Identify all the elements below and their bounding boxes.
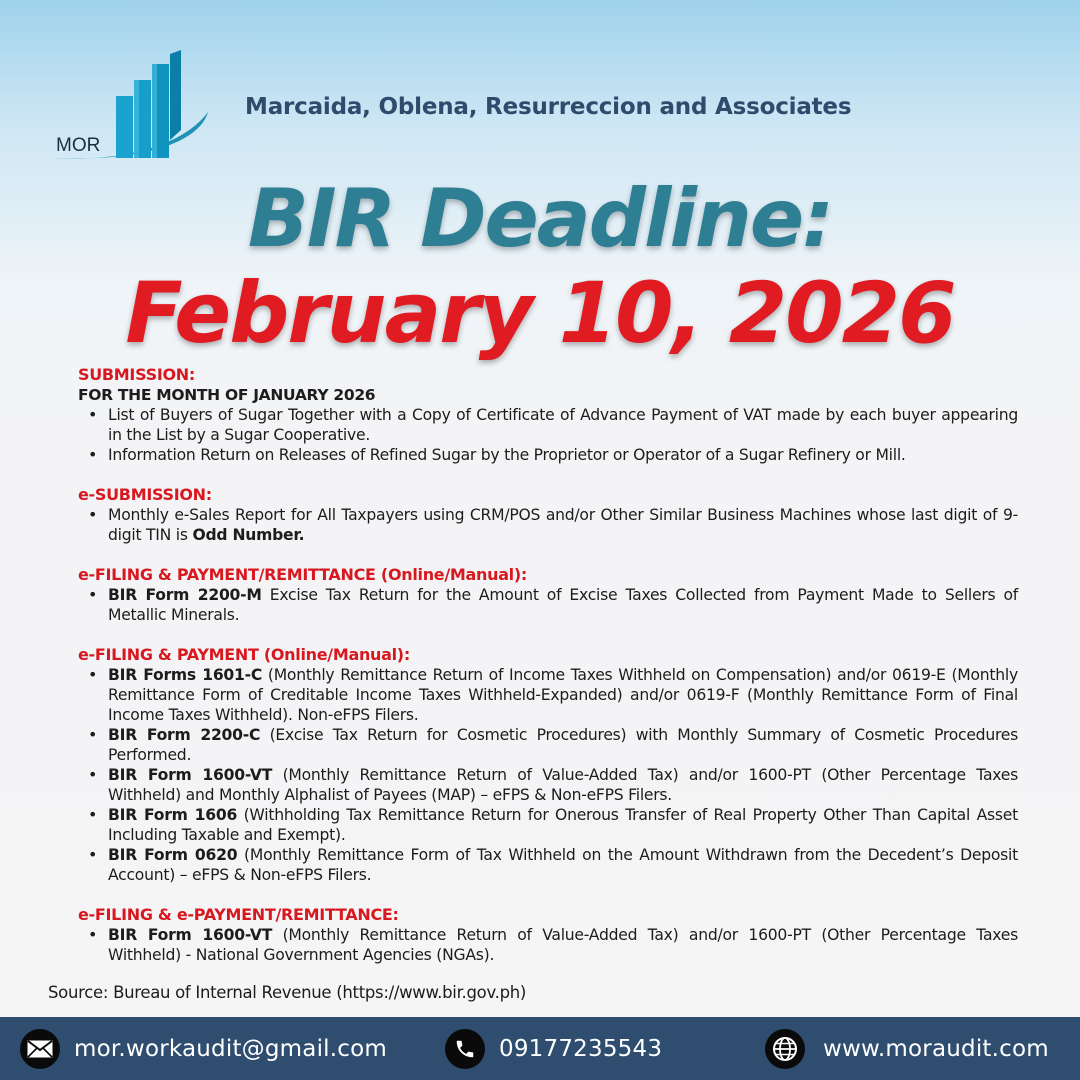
website-link[interactable]: www.moraudit.com bbox=[823, 1036, 1049, 1062]
form-description: (Withholding Tax Remittance Return for Onerous Transfer of Real Property Other Than Capital Asset Including Taxable and Exempt). bbox=[108, 806, 1018, 844]
firm-name: Marcaida, Oblena, Resurreccion and Associates bbox=[245, 94, 852, 120]
phone-number[interactable]: 09177235543 bbox=[499, 1036, 663, 1062]
section-submission bbox=[78, 365, 1018, 465]
section-efiling-payment bbox=[78, 645, 1018, 885]
section-efiling-epayment bbox=[78, 905, 1018, 965]
phone-icon bbox=[445, 1029, 485, 1069]
envelope-icon bbox=[20, 1029, 60, 1069]
list-item bbox=[78, 505, 1018, 545]
form-name: BIR Forms 1601-C bbox=[108, 666, 263, 684]
submission-list bbox=[78, 405, 1018, 465]
mor-logo bbox=[50, 50, 215, 168]
form-description: Excise Tax Return for the Amount of Excise Taxes Collected from Payment Made to Sellers of Metallic Minerals. bbox=[108, 586, 1018, 624]
efiling-remittance-list bbox=[78, 585, 1018, 625]
form-description: (Monthly Remittance Return of Value-Added Tax) and/or 1600-PT (Other Percentage Taxes Withheld) and Monthly Alphalist of Payees (MAP) – eFPS & Non-eFPS Filers. bbox=[108, 766, 1018, 804]
deadline-content bbox=[78, 365, 1018, 985]
section-subtitle: FOR THE MONTH OF JANUARY 2026 bbox=[78, 386, 376, 404]
list-item: • Information Return on Releases of Refined Sugar by the Proprietor or Operator of a Sugar Refinery or Mill. bbox=[78, 445, 1018, 465]
form-name: BIR Form 1600-VT bbox=[108, 766, 273, 784]
title-line-2: February 10, 2026 bbox=[125, 264, 955, 362]
form-name: BIR Form 1600-VT bbox=[108, 926, 273, 944]
email-link[interactable]: mor.workaudit@gmail.com bbox=[74, 1036, 387, 1062]
contact-website[interactable] bbox=[765, 1029, 1049, 1069]
form-name: BIR Form 1606 bbox=[108, 806, 238, 824]
form-name: BIR Form 0620 bbox=[108, 846, 238, 864]
section-title: e-FILING & PAYMENT/REMITTANCE (Online/Manual): bbox=[78, 565, 527, 584]
list-item bbox=[78, 805, 1018, 845]
source-note: Source: Bureau of Internal Revenue (https://www.bir.gov.ph) bbox=[48, 983, 527, 1002]
esubmission-list bbox=[78, 505, 1018, 545]
section-title: e-SUBMISSION: bbox=[78, 485, 212, 504]
form-description: (Monthly Remittance Return of Value-Added Tax) and/or 1600-PT (Other Percentage Taxes Withheld) - National Government Agencies (NGAs). bbox=[108, 926, 1018, 964]
list-item bbox=[78, 845, 1018, 885]
list-item bbox=[78, 585, 1018, 625]
form-description: (Monthly Remittance Form of Tax Withheld on the Amount Withdrawn from the Decedent’s Deposit Account) – eFPS & Non-eFPS Filers. bbox=[108, 846, 1018, 884]
efiling-epayment-list bbox=[78, 925, 1018, 965]
globe-icon bbox=[765, 1029, 805, 1069]
form-description: (Excise Tax Return for Cosmetic Procedures) with Monthly Summary of Cosmetic Procedures Performed. bbox=[108, 726, 1018, 764]
footer bbox=[0, 1017, 1080, 1080]
section-title: e-FILING & e-PAYMENT/REMITTANCE: bbox=[78, 905, 399, 924]
section-title: SUBMISSION: bbox=[78, 365, 195, 384]
section-esubmission bbox=[78, 485, 1018, 545]
efiling-payment-list bbox=[78, 665, 1018, 885]
item-bold: Odd Number. bbox=[192, 526, 305, 544]
list-item bbox=[78, 925, 1018, 965]
contact-email[interactable] bbox=[20, 1029, 387, 1069]
logo-text: MOR bbox=[56, 135, 101, 156]
title-line-1: BIR Deadline: bbox=[247, 172, 833, 265]
form-description: (Monthly Remittance Return of Income Taxes Withheld on Compensation) and/or 0619-E (Monthly Remittance Form of Creditable Income Taxes Withheld-Expanded) and/or 0619-F (Monthly Remittance Form of Final Income Taxes Withheld). Non-eFPS Filers. bbox=[108, 666, 1018, 724]
form-name: BIR Form 2200-C bbox=[108, 726, 261, 744]
list-item: • List of Buyers of Sugar Together with a Copy of Certificate of Advance Payment of VAT made by each buyer appearing in the List by a Sugar Cooperative. bbox=[78, 405, 1018, 445]
list-item bbox=[78, 665, 1018, 725]
form-name: BIR Form 2200-M bbox=[108, 586, 262, 604]
section-title: e-FILING & PAYMENT (Online/Manual): bbox=[78, 645, 410, 664]
section-efiling-remittance bbox=[78, 565, 1018, 625]
item-text: Monthly e-Sales Report for All Taxpayers using CRM/POS and/or Other Similar Business Machines whose last digit of 9-digit TIN is bbox=[108, 506, 1018, 544]
list-item bbox=[78, 725, 1018, 765]
contact-phone[interactable] bbox=[445, 1029, 662, 1069]
list-item bbox=[78, 765, 1018, 805]
header bbox=[50, 50, 1030, 170]
